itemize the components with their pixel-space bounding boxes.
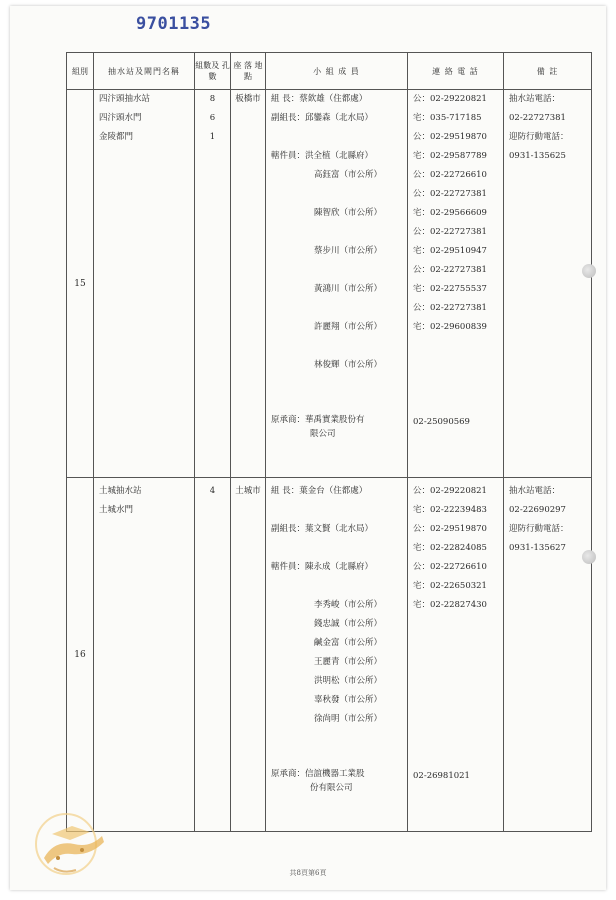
note-cell	[504, 478, 592, 832]
phone-line	[408, 615, 503, 634]
table-row	[67, 478, 592, 832]
phone-line: 公：02-22726610	[413, 562, 487, 572]
members-cell	[266, 90, 408, 478]
note-line: 0931-135627	[509, 543, 566, 553]
binder-hole	[582, 264, 596, 278]
member-line: 原承商：華禹實業股份有	[271, 415, 365, 425]
header-note: 備 註	[504, 53, 592, 90]
member-line	[266, 261, 407, 280]
location-cell	[231, 90, 266, 478]
note-line: 迎防行動電話：	[509, 132, 569, 142]
phone-line: 公：02-22727381	[413, 189, 487, 199]
note-line: 迎防行動電話：	[509, 524, 569, 534]
note-line: 抽水站電話：	[509, 486, 561, 496]
member-line: 李秀峻（市公所）	[314, 600, 383, 610]
member-line: 組 長：葉金台（住都處）	[271, 486, 368, 496]
phone-cell	[408, 90, 504, 478]
member-line: 錢忠誠（市公所）	[314, 619, 383, 629]
phone-line: 宅：02-29600839	[413, 322, 487, 332]
location-cell	[231, 478, 266, 832]
member-line	[266, 223, 407, 242]
count-cell	[195, 478, 231, 832]
phone-line: 02-25090569	[413, 417, 470, 427]
member-line: 洪明松（市公所）	[314, 676, 383, 686]
member-line	[266, 337, 407, 356]
phone-line: 宅：035-717185	[413, 113, 482, 123]
phone-line	[408, 729, 503, 748]
phone-line: 公：02-29220821	[413, 486, 487, 496]
table-row	[67, 90, 592, 478]
note-line: 02-22727381	[509, 113, 566, 123]
phone-line: 公：02-22727381	[413, 303, 487, 313]
header-group: 組別	[67, 53, 94, 90]
count-cell	[195, 90, 231, 478]
phone-line	[408, 375, 503, 394]
phone-line: 宅：02-22827430	[413, 600, 487, 610]
member-line: 原承商：信誼機器工業股	[271, 769, 365, 779]
phone-line: 公：02-29220821	[413, 94, 487, 104]
member-line	[266, 185, 407, 204]
member-line: 高鈺富（市公所）	[314, 170, 383, 180]
member-line: 陳智欣（市公所）	[314, 208, 383, 218]
phone-line: 宅：02-29566609	[413, 208, 487, 218]
station-name: 金陵都門	[99, 132, 134, 142]
phone-line: 宅：02-29510947	[413, 246, 487, 256]
members-cell	[266, 478, 408, 832]
member-line: 鹹金富（市公所）	[314, 638, 383, 648]
member-line: 副組長：葉文賢（北水局）	[271, 524, 374, 534]
member-line: 徐尚明（市公所）	[314, 714, 383, 724]
binder-hole	[582, 550, 596, 564]
member-line: 許麗翔（市公所）	[314, 322, 383, 332]
phone-cell	[408, 478, 504, 832]
station-name: 四汴頭抽水站	[99, 94, 151, 104]
note-line: 0931-135625	[509, 151, 566, 161]
phone-line: 公：02-29519870	[413, 132, 487, 142]
member-line: 辜秋發（市公所）	[314, 695, 383, 705]
phone-line: 宅：02-29587789	[413, 151, 487, 161]
phone-line	[408, 356, 503, 375]
member-line: 份有限公司	[310, 783, 353, 793]
member-line	[266, 539, 407, 558]
group-number: 16	[67, 478, 94, 832]
station-cell	[94, 478, 195, 832]
note-line: 抽水站電話：	[509, 94, 561, 104]
station-name: 土城抽水站	[99, 486, 142, 496]
member-line	[266, 394, 407, 413]
member-line	[266, 577, 407, 596]
member-line: 蔡步川（市公所）	[314, 246, 383, 256]
member-line: 組 長：蔡欽雄（住都處）	[271, 94, 368, 104]
page-footer: 共8頁第6頁	[289, 869, 327, 877]
phone-line: 公：02-29519870	[413, 524, 487, 534]
contact-table	[66, 52, 592, 832]
header-phone: 連 絡 電 話	[408, 53, 504, 90]
count-value: 8	[209, 94, 216, 104]
document-number-stamp: 9701135	[136, 14, 212, 34]
phone-line	[408, 672, 503, 691]
member-line: 副組長：邱鑾森（北水局）	[271, 113, 374, 123]
member-line: 林俊輝（市公所）	[314, 360, 383, 370]
member-line	[266, 748, 407, 767]
header-count: 組數及 孔 數	[195, 53, 231, 90]
phone-line: 公：02-22726610	[413, 170, 487, 180]
phone-line	[408, 710, 503, 729]
table-header-row	[67, 53, 592, 90]
header-members: 小 組 成 員	[266, 53, 408, 90]
header-location: 座 落 地 點	[231, 53, 266, 90]
station-cell	[94, 90, 195, 478]
phone-line: 宅：02-22239483	[413, 505, 487, 515]
count-value: 4	[209, 486, 216, 496]
member-line: 王麗青（市公所）	[314, 657, 383, 667]
phone-line	[408, 691, 503, 710]
count-value: 6	[209, 113, 216, 123]
member-line: 轄件員：洪全植（北縣府）	[271, 151, 374, 161]
member-line: 轄件員：陳永成（北縣府）	[271, 562, 374, 572]
member-line: 限公司	[310, 429, 336, 439]
phone-line	[408, 748, 503, 767]
phone-line	[408, 653, 503, 672]
station-name: 四汴頭水門	[99, 113, 142, 123]
phone-line: 02-26981021	[413, 771, 470, 781]
station-name: 土城水門	[99, 505, 134, 515]
phone-line: 宅：02-22650321	[413, 581, 487, 591]
member-line: 黃鴻川（市公所）	[314, 284, 383, 294]
note-cell	[504, 90, 592, 478]
phone-line: 公：02-22727381	[413, 265, 487, 275]
phone-line: 宅：02-22824085	[413, 543, 487, 553]
note-line: 02-22690297	[509, 505, 566, 515]
member-line	[266, 375, 407, 394]
location-value: 板橋市	[235, 94, 261, 104]
phone-line	[408, 394, 503, 413]
member-line	[266, 299, 407, 318]
member-line	[266, 501, 407, 520]
header-station: 抽水站及閘門名稱	[94, 53, 195, 90]
phone-line: 宅：02-22755537	[413, 284, 487, 294]
phone-line	[408, 337, 503, 356]
member-line	[266, 729, 407, 748]
member-line	[266, 128, 407, 147]
phone-line: 公：02-22727381	[413, 227, 487, 237]
group-number: 15	[67, 90, 94, 478]
location-value: 土城市	[235, 486, 261, 496]
count-value: 1	[209, 132, 216, 142]
phone-line	[408, 634, 503, 653]
